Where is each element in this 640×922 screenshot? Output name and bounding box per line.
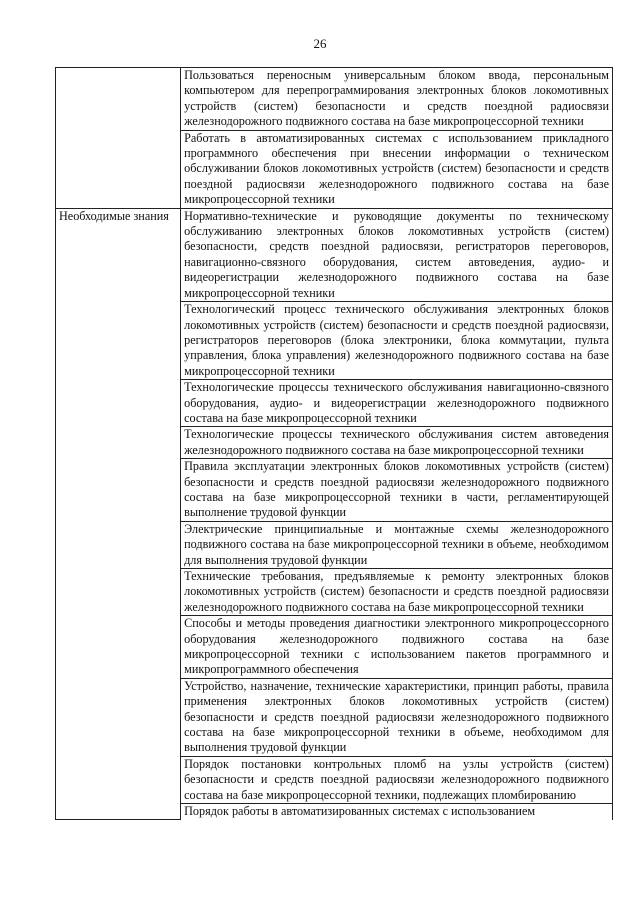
knowledge-item: Нормативно-технические и руководящие документы по техническому обслуживанию электронных блоков локомотивных устройств (систем) безопасности, средств поездной радиосвязи, регистраторов переговоров, навигационно-связного оборудования, систем автоведения, аудио- и видеорегистрации железнодорожного подвижного состава на базе микропроцессорной техники [181, 208, 613, 301]
knowledge-item: Порядок работы в автоматизированных системах с использованием [181, 804, 613, 820]
knowledge-item: Электрические принципиальные и монтажные схемы железнодорожного подвижного состава на базе микропроцессорной техники в объеме, необходимом для выполнения трудовой функции [181, 521, 613, 568]
knowledge-item: Порядок постановки контрольных пломб на узлы устройств (систем) безопасности и средств поездной радиосвязи железнодорожного подвижного состава на базе микропроцессорной техники, подлежащих пломбированию [181, 756, 613, 803]
skill-item: Работать в автоматизированных системах с использованием прикладного программного обеспечения при внесении информации о техническом обслуживании блоков локомотивных устройств (систем) безопасности и средств поездной радиосвязи железнодорожного подвижного состава на базе микропроцессорной техники [181, 130, 613, 208]
knowledge-item: Технологические процессы технического обслуживания систем автоведения железнодорожного подвижного состава на базе микропроцессорной техники [181, 427, 613, 459]
requirements-table [55, 67, 613, 820]
knowledge-item: Технологический процесс технического обслуживания электронных блоков локомотивных устройств (систем) безопасности и средств поездной радиосвязи, регистраторов переговоров (блока электроники, блока коммутации, пульта управления, блока управления) железнодорожного подвижного состава на базе микропроцессорной техники [181, 302, 613, 380]
skills-label-cell [56, 68, 181, 209]
page-number: 26 [313, 36, 327, 51]
knowledge-label: Необходимые знания [56, 208, 181, 819]
skill-item: Пользоваться переносным универсальным блоком ввода, персональным компьютером для перепрограммирования электронных блоков локомотивных устройств (систем) безопасности и средств поездной радиосвязи железнодорожного подвижного состава на базе микропроцессорной техники [181, 68, 613, 131]
table-row [56, 208, 613, 301]
knowledge-item: Технологические процессы технического обслуживания навигационно-связного оборудования, аудио- и видеорегистрации железнодорожного подвижного состава на базе микропроцессорной техники [181, 380, 613, 427]
knowledge-item: Устройство, назначение, технические характеристики, принцип работы, правила применения электронных блоков локомотивных устройств (систем) безопасности и средств поездной радиосвязи железнодорожного подвижного состава на базе микропроцессорной техники в объеме, необходимом для выполнения трудовой функции [181, 678, 613, 756]
knowledge-item: Технические требования, предъявляемые к ремонту электронных блоков локомотивных устройств (систем) безопасности и средств поездной радиосвязи железнодорожного подвижного состава на базе микропроцессорной техники [181, 569, 613, 616]
knowledge-item: Правила эксплуатации электронных блоков локомотивных устройств (систем) безопасности и средств поездной радиосвязи железнодорожного подвижного состава на базе микропроцессорной техники в части, регламентирующей выполнение трудовой функции [181, 459, 613, 522]
knowledge-item: Способы и методы проведения диагностики электронного микропроцессорного оборудования железнодорожного подвижного состава на базе микропроцессорной техники с использованием пакетов программного и микропрограммного обеспечения [181, 616, 613, 679]
table-row [56, 68, 613, 131]
